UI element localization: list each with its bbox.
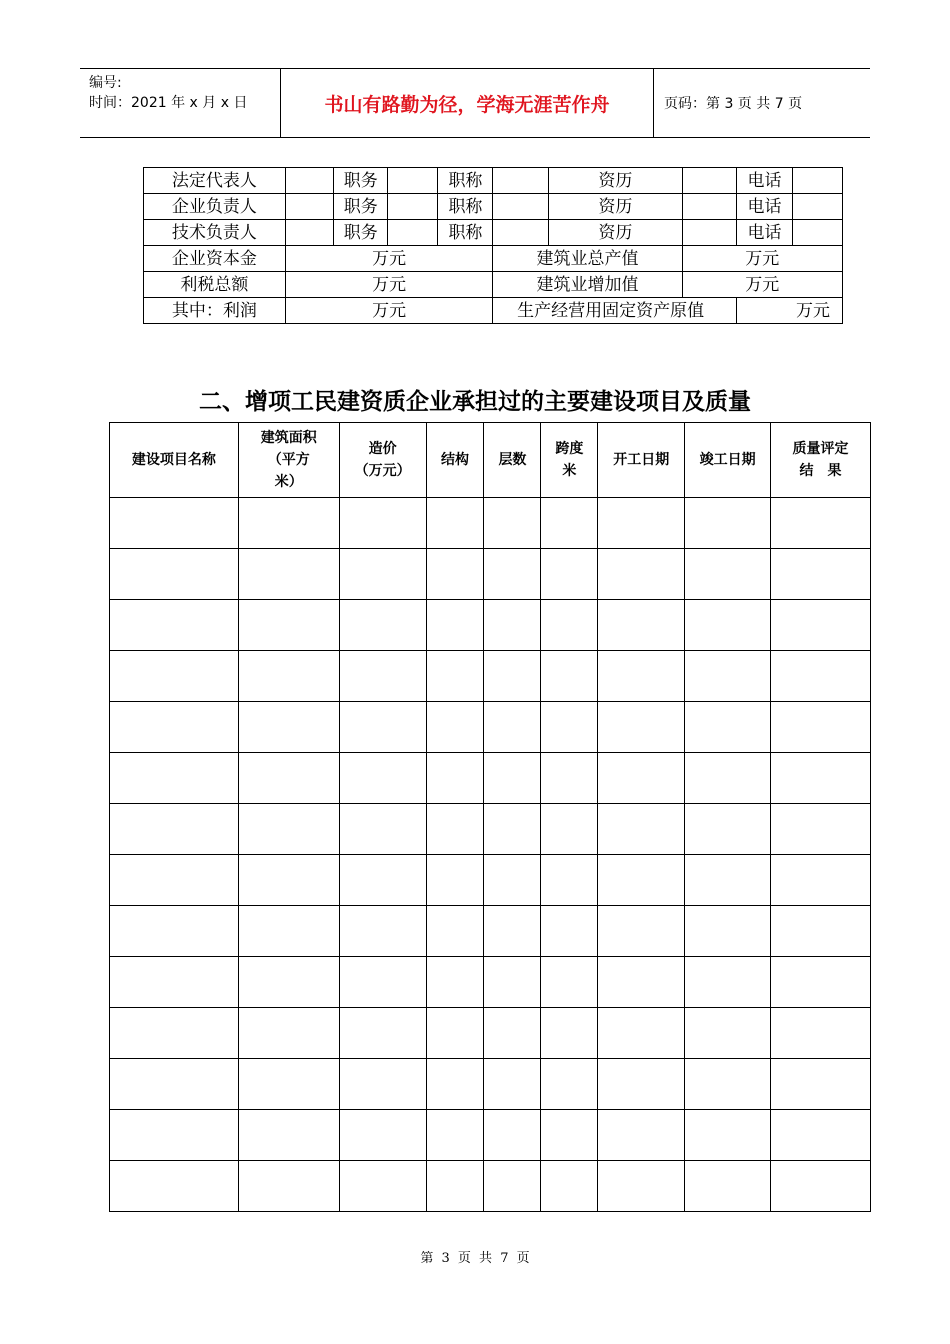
table-cell[interactable] [110,600,239,651]
table-cell[interactable] [771,651,871,702]
info-cell: 职称 [438,194,493,220]
table-cell[interactable] [598,1008,685,1059]
table-cell[interactable] [339,1008,426,1059]
table-cell[interactable] [339,1059,426,1110]
table-cell[interactable] [238,1008,339,1059]
projects-header-cell [339,423,426,498]
table-cell[interactable] [685,1008,771,1059]
header-line: 竣工日期 [699,452,756,468]
table-row [110,549,871,600]
table-cell[interactable] [484,549,541,600]
table-cell[interactable] [685,549,771,600]
info-cell: 资历 [549,220,682,246]
header-line: 质量评定 [792,441,849,457]
info-cell: 职称 [438,168,493,194]
table-cell[interactable] [339,906,426,957]
info-cell [682,168,736,194]
table-cell[interactable] [484,804,541,855]
table-cell[interactable] [685,804,771,855]
header-line: （万元） [354,463,411,479]
table-cell[interactable] [484,1059,541,1110]
table-cell[interactable] [771,804,871,855]
info-cell: 职务 [334,168,388,194]
table-cell[interactable] [541,498,598,549]
tax-unit: 万元 [285,272,493,298]
table-cell[interactable] [110,1059,239,1110]
table-row [110,1161,871,1212]
info-cell: 职务 [334,194,388,220]
table-cell[interactable] [238,957,339,1008]
time-label: 时间：2021 年 x 月 x 日 [89,95,248,111]
table-cell[interactable] [339,753,426,804]
table-cell[interactable] [685,498,771,549]
table-cell[interactable] [685,957,771,1008]
projects-header-cell [238,423,339,498]
table-cell[interactable] [541,600,598,651]
table-cell[interactable] [110,855,239,906]
header-line: 跨度 [555,441,584,457]
table-cell[interactable] [110,498,239,549]
info-cell: 资历 [549,168,682,194]
table-cell[interactable] [541,1008,598,1059]
table-cell[interactable] [339,1110,426,1161]
info-cell [388,194,438,220]
projects-header-cell [484,423,541,498]
table-cell[interactable] [598,1161,685,1212]
info-cell [388,220,438,246]
info-cell: 职称 [438,220,493,246]
table-cell[interactable] [771,702,871,753]
tax-label: 利税总额 [144,272,286,298]
table-cell[interactable] [771,753,871,804]
header-line: 层数 [498,452,527,468]
fixed-assets-label: 生产经营用固定资产原值 [493,298,736,324]
projects-header-cell [598,423,685,498]
added-value-unit: 万元 [682,272,843,298]
table-cell[interactable] [238,549,339,600]
table-cell[interactable] [598,1110,685,1161]
table-cell[interactable] [771,498,871,549]
table-cell[interactable] [426,1059,484,1110]
table-cell[interactable] [484,651,541,702]
header-line: 建设项目名称 [131,452,216,468]
projects-header-row [110,423,871,498]
table-row [110,906,871,957]
fixed-assets-unit: 万元 [736,298,842,324]
table-cell[interactable] [238,804,339,855]
table-cell[interactable] [598,753,685,804]
table-cell[interactable] [426,753,484,804]
table-row [110,498,871,549]
info-cell [793,194,843,220]
info-cell: 法定代表人 [144,168,286,194]
table-cell[interactable] [339,702,426,753]
info-cell: 资历 [549,194,682,220]
table-cell[interactable] [238,1059,339,1110]
projects-table [109,422,871,1212]
table-row [110,1110,871,1161]
table-cell[interactable] [426,1008,484,1059]
table-cell[interactable] [685,1161,771,1212]
projects-header-cell [426,423,484,498]
table-cell[interactable] [484,906,541,957]
table-cell[interactable] [771,957,871,1008]
info-row [144,194,843,220]
info-cell: 电话 [736,220,792,246]
table-cell[interactable] [771,1161,871,1212]
info-cell: 企业负责人 [144,194,286,220]
table-cell[interactable] [541,1161,598,1212]
table-cell[interactable] [110,906,239,957]
info-cell [388,168,438,194]
table-cell[interactable] [426,549,484,600]
table-cell[interactable] [426,498,484,549]
total-output-label: 建筑业总产值 [493,246,682,272]
table-cell[interactable] [685,753,771,804]
table-cell[interactable] [484,600,541,651]
table-cell[interactable] [771,1110,871,1161]
table-cell[interactable] [238,1110,339,1161]
table-cell[interactable] [685,600,771,651]
info-cell [493,220,549,246]
table-cell[interactable] [238,498,339,549]
table-cell[interactable] [685,1059,771,1110]
table-cell[interactable] [339,1161,426,1212]
profit-unit: 万元 [285,298,493,324]
table-cell[interactable] [426,702,484,753]
table-cell[interactable] [685,702,771,753]
total-output-unit: 万元 [682,246,843,272]
table-row [110,804,871,855]
table-cell[interactable] [238,906,339,957]
table-cell[interactable] [598,600,685,651]
section-title: 二、增项工民建资质企业承担过的主要建设项目及质量 [199,388,751,415]
table-cell[interactable] [484,1161,541,1212]
page-footer: 第 3 页 共 7 页 [420,1251,530,1266]
table-cell[interactable] [238,651,339,702]
table-cell[interactable] [484,753,541,804]
number-label: 编号: [89,75,122,91]
header-line: 米 [562,463,577,479]
table-cell[interactable] [685,906,771,957]
projects-header-cell [541,423,598,498]
header-line: 结 果 [799,463,842,479]
table-cell[interactable] [541,651,598,702]
info-cell [682,220,736,246]
table-cell[interactable] [484,957,541,1008]
table-row [110,651,871,702]
table-cell[interactable] [238,1161,339,1212]
header-line: 建筑面积 [260,430,317,446]
info-row-tax [144,272,843,298]
table-cell[interactable] [484,1008,541,1059]
info-cell: 电话 [736,194,792,220]
table-row [110,855,871,906]
info-cell [285,220,333,246]
table-cell[interactable] [771,906,871,957]
projects-header-cell [771,423,871,498]
table-cell[interactable] [426,855,484,906]
table-cell[interactable] [339,498,426,549]
table-cell[interactable] [541,1059,598,1110]
table-cell[interactable] [339,804,426,855]
table-cell[interactable] [598,906,685,957]
projects-header-cell [685,423,771,498]
table-cell[interactable] [238,600,339,651]
header-line: 米） [274,474,303,490]
table-cell[interactable] [541,906,598,957]
table-cell[interactable] [426,600,484,651]
table-cell[interactable] [771,1059,871,1110]
info-cell: 职务 [334,220,388,246]
table-cell[interactable] [110,549,239,600]
added-value-label: 建筑业增加值 [493,272,682,298]
capital-label: 企业资本金 [144,246,286,272]
profit-label: 其中：利润 [144,298,286,324]
info-cell [793,220,843,246]
table-cell[interactable] [771,855,871,906]
header-line: 开工日期 [613,452,670,468]
table-row [110,1059,871,1110]
table-cell[interactable] [541,855,598,906]
table-cell[interactable] [598,957,685,1008]
header-line: 造价 [368,441,397,457]
info-cell [793,168,843,194]
table-cell[interactable] [484,855,541,906]
table-cell[interactable] [771,1008,871,1059]
table-cell[interactable] [426,957,484,1008]
table-cell[interactable] [541,753,598,804]
table-cell[interactable] [771,549,871,600]
table-cell[interactable] [541,702,598,753]
table-cell[interactable] [484,1110,541,1161]
table-row [110,753,871,804]
header-line: 结构 [441,452,470,468]
enterprise-info-table [143,167,843,324]
table-cell[interactable] [339,549,426,600]
table-cell[interactable] [238,702,339,753]
table-cell[interactable] [238,855,339,906]
info-cell [493,168,549,194]
table-row [110,1008,871,1059]
info-cell [682,194,736,220]
table-cell[interactable] [110,753,239,804]
table-cell[interactable] [426,651,484,702]
table-cell[interactable] [598,1059,685,1110]
table-cell[interactable] [110,957,239,1008]
table-cell[interactable] [426,1161,484,1212]
table-cell[interactable] [598,804,685,855]
header-meta [80,69,281,137]
table-cell[interactable] [110,702,239,753]
table-cell[interactable] [339,651,426,702]
table-cell[interactable] [110,1008,239,1059]
info-row-profit [144,298,843,324]
table-cell[interactable] [685,855,771,906]
table-cell[interactable] [598,855,685,906]
table-cell[interactable] [598,498,685,549]
table-cell[interactable] [685,651,771,702]
table-cell[interactable] [426,804,484,855]
info-row [144,220,843,246]
info-cell [285,194,333,220]
table-cell[interactable] [598,702,685,753]
table-cell[interactable] [339,855,426,906]
table-cell[interactable] [110,1110,239,1161]
table-cell[interactable] [110,1161,239,1212]
table-cell[interactable] [238,753,339,804]
table-cell[interactable] [339,600,426,651]
table-cell[interactable] [110,804,239,855]
header-motto: 书山有路勤为径，学海无涯苦作舟 [281,69,654,137]
table-cell[interactable] [771,600,871,651]
header-line: （平方 [267,452,310,468]
table-cell[interactable] [484,498,541,549]
page-header [80,68,870,138]
table-cell[interactable] [426,906,484,957]
header-page-label: 页码：第 3 页 共 7 页 [664,96,803,112]
table-cell[interactable] [541,804,598,855]
info-row-capital [144,246,843,272]
table-cell[interactable] [598,549,685,600]
info-cell: 技术负责人 [144,220,286,246]
info-cell [493,194,549,220]
table-cell[interactable] [685,1110,771,1161]
table-cell[interactable] [541,1110,598,1161]
table-cell[interactable] [598,651,685,702]
table-row [110,600,871,651]
info-cell: 电话 [736,168,792,194]
table-cell[interactable] [339,957,426,1008]
info-cell [285,168,333,194]
table-row [110,957,871,1008]
table-cell[interactable] [541,549,598,600]
info-row [144,168,843,194]
projects-header-cell [110,423,239,498]
table-cell[interactable] [484,702,541,753]
table-cell[interactable] [541,957,598,1008]
capital-unit: 万元 [285,246,493,272]
table-cell[interactable] [426,1110,484,1161]
table-row [110,702,871,753]
table-cell[interactable] [110,651,239,702]
